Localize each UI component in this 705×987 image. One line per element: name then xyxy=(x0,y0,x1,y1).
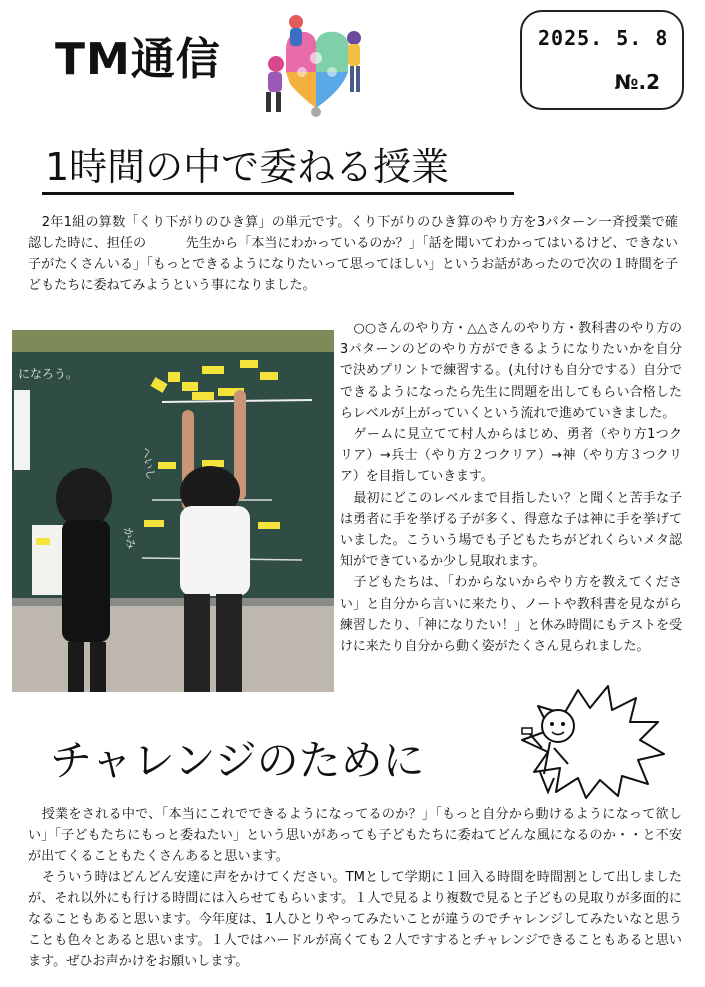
lesson-paragraph-3: 最初にどこのレベルまで目指したい？と聞くと苦手な子は勇者に手を挙げる子が多く、得意な子は神に手を挙げていました。こういう場でも子どもたちがどれくらいメタ認知ができているか少し見取れます。 xyxy=(340,490,682,570)
board-text-1: になろう。 xyxy=(18,367,79,381)
challenge-paragraph-1: 授業をされる中で、「本当にこれでできるようになってるのか？」「もっと自分から動けるようになって欲しい」「子どもたちにもっと委ねたい」という思いがあっても子どもたちに委ねてどんな風になるのか・・と不安が出てくることもたくさんあると思います。 xyxy=(28,807,682,864)
lesson-paragraph-1: ○○さんのやり方・△△さんのやり方・教科書のやり方の3パターンのどのやり方ができるようになりたいかを自分で決めプリントで練習する。(丸付けも自分でする）自分でできるようになったら先生に問題を出してもらい合格したらレベルが上がっていくという流れで進めていきました。 xyxy=(340,321,682,421)
lesson-description xyxy=(340,318,682,657)
heading-underline xyxy=(42,192,514,195)
newsletter-title: TM通信 xyxy=(55,34,221,85)
intro-paragraph xyxy=(28,212,678,296)
board-text-2: へいし xyxy=(139,446,158,482)
spiky-character-illustration xyxy=(508,682,668,800)
issue-number: №.2 xyxy=(614,70,660,94)
section-heading-lesson: 1時間の中で委ねる授業 xyxy=(45,145,450,189)
challenge-paragraph-2: そういう時はどんどん安達に声をかけてください。TMとして学期に１回入る時間を時間割として出しましたが、それ以外にも行ける時間には入らせてもらいます。１人で見るより複数で見ると子どもの見取りが多面的になることもあると思います。今年度は、1人ひとりやってみたいことが違うのでチャレンジしてみたいなと思うことも色々とあると思います。１人ではハードルが高くても２人ですするとチャレンジできることもあると思います。ぜひお声かけをお願いします。 xyxy=(28,870,682,969)
lesson-paragraph-2: ゲームに見立てて村人からはじめ、勇者（やり方1つクリア）→兵士（やり方２つクリア）→神（やり方３つクリア）を目指していきます。 xyxy=(340,427,682,485)
intro-text: 2年1組の算数「くり下がりのひき算」の単元です。くり下がりのひき算のやり方を3パターン一斉授業で確認した時に、担任の 先生から「本当にわかっているのか？」「話を聞いてわかってはいるけど、できない子がたくさんいる」「もっとできるようになりたいって思ってほしい」というお話があったので次の１時間を子どもたちに委ねてみようという事になりました。 xyxy=(28,215,678,293)
puzzle-team-logo xyxy=(256,12,378,120)
lesson-paragraph-4: 子どもたちは、「わからないからやり方を教えてください」と自分から言いに来たり、ノートや教科書を見ながら練習したり、「神になりたい！」と休み時間にもテストを受けに来たり自分から動く姿がたくさん見られました。 xyxy=(340,575,682,655)
section-heading-challenge: チャレンジのために xyxy=(50,736,425,785)
board-text-3: かみ xyxy=(121,526,138,551)
classroom-photo xyxy=(12,330,334,692)
challenge-paragraphs xyxy=(28,804,682,972)
issue-date: 2025. 5. 8 xyxy=(538,26,669,50)
date-box xyxy=(520,10,684,110)
